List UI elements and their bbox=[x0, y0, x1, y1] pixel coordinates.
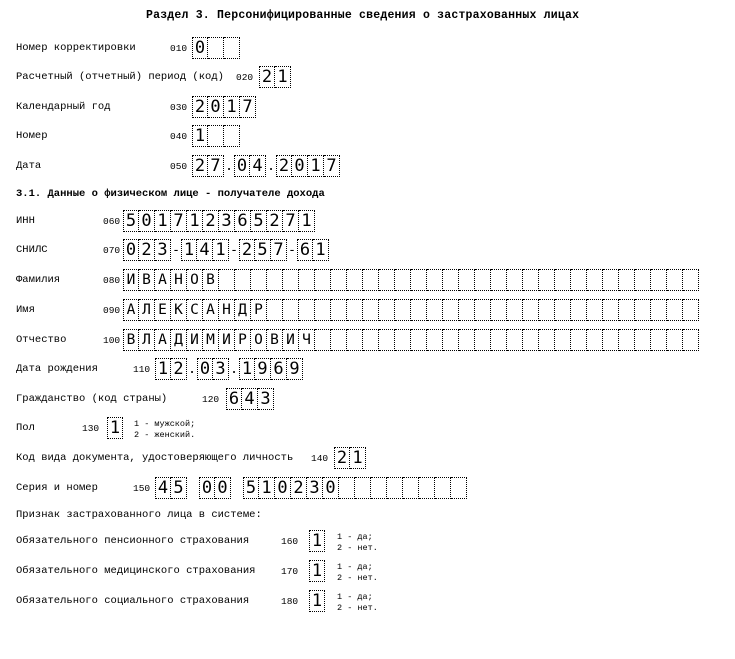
form-cell[interactable] bbox=[507, 329, 523, 351]
form-cell[interactable] bbox=[339, 477, 355, 499]
form-cell[interactable] bbox=[683, 269, 699, 291]
form-cell[interactable]: 1 bbox=[313, 239, 329, 261]
form-cell[interactable] bbox=[427, 299, 443, 321]
form-cell[interactable]: А bbox=[155, 329, 171, 351]
social-note-1: 1 - да; bbox=[337, 592, 373, 602]
form-cell[interactable] bbox=[315, 329, 331, 351]
form-cell[interactable] bbox=[571, 299, 587, 321]
form-cell[interactable]: 0 bbox=[323, 477, 339, 499]
form-cell[interactable]: 4 bbox=[250, 155, 266, 177]
snils-field[interactable] bbox=[123, 239, 329, 261]
form-cell[interactable]: 1 bbox=[224, 96, 240, 118]
patronymic-label: Отчество bbox=[16, 334, 67, 346]
cell-gap bbox=[231, 477, 243, 499]
form-cell[interactable] bbox=[491, 269, 507, 291]
form-cell[interactable]: 7 bbox=[324, 155, 340, 177]
form-cell[interactable] bbox=[587, 329, 603, 351]
form-cell[interactable]: 1 bbox=[192, 125, 208, 147]
form-cell[interactable] bbox=[315, 299, 331, 321]
form-cell[interactable]: 6 bbox=[235, 210, 251, 232]
number-code: 040 bbox=[170, 131, 188, 142]
form-cell[interactable] bbox=[427, 329, 443, 351]
form-cell[interactable] bbox=[523, 269, 539, 291]
form-cell[interactable]: В bbox=[203, 269, 219, 291]
form-cell[interactable] bbox=[208, 37, 224, 59]
pension-code: 160 bbox=[281, 536, 299, 547]
form-cell[interactable]: 1 bbox=[181, 239, 197, 261]
form-cell[interactable]: И bbox=[123, 269, 139, 291]
form-cell[interactable]: 1 bbox=[309, 590, 325, 612]
inn-field[interactable] bbox=[123, 210, 315, 232]
form-cell[interactable] bbox=[683, 329, 699, 351]
form-cell[interactable] bbox=[539, 329, 555, 351]
form-cell[interactable] bbox=[315, 269, 331, 291]
form-cell[interactable] bbox=[283, 299, 299, 321]
form-cell[interactable] bbox=[443, 269, 459, 291]
form-cell[interactable]: 6 bbox=[271, 358, 287, 380]
form-cell[interactable]: 3 bbox=[155, 239, 171, 261]
form-cell[interactable]: 1 bbox=[187, 210, 203, 232]
form-cell[interactable] bbox=[363, 329, 379, 351]
form-cell[interactable]: А bbox=[203, 299, 219, 321]
form-cell[interactable]: 2 bbox=[203, 210, 219, 232]
form-cell[interactable]: 5 bbox=[243, 477, 259, 499]
form-cell[interactable] bbox=[619, 329, 635, 351]
form-cell[interactable]: 5 bbox=[171, 477, 187, 499]
form-cell[interactable]: 1 bbox=[259, 477, 275, 499]
form-cell[interactable] bbox=[539, 299, 555, 321]
form-cell[interactable]: Л bbox=[139, 299, 155, 321]
form-cell[interactable]: В bbox=[123, 329, 139, 351]
form-cell[interactable] bbox=[331, 329, 347, 351]
insured-status-heading: Признак застрахованного лица в системе: bbox=[16, 509, 262, 521]
social-field[interactable] bbox=[309, 590, 325, 612]
form-cell[interactable] bbox=[427, 269, 443, 291]
form-cell[interactable]: 3 bbox=[307, 477, 323, 499]
date-label: Дата bbox=[16, 160, 42, 172]
form-cell[interactable]: 1 bbox=[155, 358, 171, 380]
surname-code: 080 bbox=[103, 275, 121, 286]
form-cell[interactable]: О bbox=[251, 329, 267, 351]
form-cell[interactable]: 0 bbox=[192, 37, 208, 59]
form-cell[interactable]: 6 bbox=[226, 388, 242, 410]
form-cell[interactable]: Н bbox=[219, 299, 235, 321]
citizenship-label: Гражданство (код страны) bbox=[16, 393, 168, 405]
form-cell[interactable] bbox=[475, 329, 491, 351]
form-cell[interactable]: 2 bbox=[276, 155, 292, 177]
form-cell[interactable] bbox=[475, 269, 491, 291]
form-cell[interactable] bbox=[267, 269, 283, 291]
form-cell[interactable]: 0 bbox=[123, 239, 139, 261]
form-cell[interactable] bbox=[224, 37, 240, 59]
social-code: 180 bbox=[281, 596, 299, 607]
birth-date-label: Дата рождения bbox=[16, 363, 98, 375]
form-cell[interactable]: 2 bbox=[192, 96, 208, 118]
form-cell[interactable] bbox=[635, 329, 651, 351]
pension-note-2: 2 - нет. bbox=[337, 543, 378, 553]
form-cell[interactable] bbox=[635, 299, 651, 321]
form-cell[interactable]: И bbox=[187, 329, 203, 351]
form-cell[interactable]: 2 bbox=[192, 155, 208, 177]
correction-field[interactable] bbox=[192, 37, 240, 59]
medical-note-2: 2 - нет. bbox=[337, 573, 378, 583]
form-cell[interactable] bbox=[555, 299, 571, 321]
form-cell[interactable] bbox=[355, 477, 371, 499]
form-cell[interactable] bbox=[459, 329, 475, 351]
form-cell[interactable]: М bbox=[203, 329, 219, 351]
form-cell[interactable] bbox=[347, 299, 363, 321]
period-code: 020 bbox=[236, 72, 254, 83]
form-cell[interactable]: А bbox=[123, 299, 139, 321]
form-cell[interactable]: 2 bbox=[239, 239, 255, 261]
form-cell[interactable] bbox=[619, 269, 635, 291]
form-cell[interactable]: К bbox=[171, 299, 187, 321]
snils-label: СНИЛС bbox=[16, 244, 48, 256]
form-cell[interactable] bbox=[395, 329, 411, 351]
form-cell[interactable]: Л bbox=[139, 329, 155, 351]
page-title: Раздел 3. Персонифицированные сведения о застрахованных лицах bbox=[146, 9, 580, 22]
form-cell[interactable] bbox=[555, 269, 571, 291]
form-cell[interactable]: 1 bbox=[107, 417, 123, 439]
form-cell[interactable]: 1 bbox=[350, 447, 366, 469]
form-cell[interactable] bbox=[619, 299, 635, 321]
form-cell[interactable] bbox=[395, 299, 411, 321]
form-cell[interactable] bbox=[571, 269, 587, 291]
form-cell[interactable]: Ч bbox=[299, 329, 315, 351]
series-number-field[interactable] bbox=[155, 477, 467, 499]
form-cell[interactable] bbox=[363, 269, 379, 291]
form-cell[interactable]: 1 bbox=[309, 560, 325, 582]
cell-separator: . bbox=[188, 362, 196, 377]
form-cell[interactable]: 4 bbox=[155, 477, 171, 499]
form-cell[interactable] bbox=[539, 269, 555, 291]
form-cell[interactable]: 1 bbox=[308, 155, 324, 177]
form-cell[interactable] bbox=[523, 329, 539, 351]
year-code: 030 bbox=[170, 102, 188, 113]
birth-date-field[interactable] bbox=[155, 358, 303, 380]
date-code: 050 bbox=[170, 161, 188, 172]
form-cell[interactable]: 2 bbox=[334, 447, 350, 469]
form-cell[interactable] bbox=[347, 329, 363, 351]
form-cell[interactable]: В bbox=[267, 329, 283, 351]
gender-note-2: 2 - женский. bbox=[134, 430, 196, 440]
form-cell[interactable]: Н bbox=[171, 269, 187, 291]
form-cell[interactable] bbox=[371, 477, 387, 499]
period-label: Расчетный (отчетный) период (код) bbox=[16, 71, 224, 83]
form-cell[interactable] bbox=[451, 477, 467, 499]
form-cell[interactable] bbox=[299, 299, 315, 321]
form-cell[interactable]: 1 bbox=[299, 210, 315, 232]
form-cell[interactable] bbox=[403, 477, 419, 499]
form-cell[interactable] bbox=[379, 329, 395, 351]
correction-label: Номер корректировки bbox=[16, 42, 136, 54]
form-cell[interactable] bbox=[651, 329, 667, 351]
form-cell[interactable] bbox=[491, 299, 507, 321]
gender-field[interactable] bbox=[107, 417, 123, 439]
cell-separator: . bbox=[230, 362, 238, 377]
form-cell[interactable] bbox=[419, 477, 435, 499]
number-field[interactable] bbox=[192, 125, 240, 147]
gender-code: 130 bbox=[82, 423, 100, 434]
form-cell[interactable]: 0 bbox=[275, 477, 291, 499]
medical-label: Обязательного медицинского страхования bbox=[16, 565, 256, 577]
form-cell[interactable] bbox=[667, 329, 683, 351]
form-cell[interactable]: 2 bbox=[139, 239, 155, 261]
form-cell[interactable] bbox=[651, 299, 667, 321]
doc-type-field[interactable] bbox=[334, 447, 366, 469]
form-cell[interactable] bbox=[587, 299, 603, 321]
form-cell[interactable] bbox=[347, 269, 363, 291]
form-cell[interactable]: 3 bbox=[213, 358, 229, 380]
form-cell[interactable] bbox=[459, 269, 475, 291]
cell-gap bbox=[187, 477, 199, 499]
form-cell[interactable] bbox=[379, 269, 395, 291]
form-cell[interactable]: О bbox=[187, 269, 203, 291]
form-cell[interactable] bbox=[331, 299, 347, 321]
citizenship-code: 120 bbox=[202, 394, 220, 405]
form-cell[interactable]: 7 bbox=[271, 239, 287, 261]
form-cell[interactable] bbox=[603, 329, 619, 351]
birth-date-code: 110 bbox=[133, 364, 151, 375]
form-cell[interactable] bbox=[411, 299, 427, 321]
first-name-label: Имя bbox=[16, 304, 35, 316]
surname-label: Фамилия bbox=[16, 274, 61, 286]
patronymic-field[interactable] bbox=[123, 329, 699, 351]
form-cell[interactable] bbox=[667, 269, 683, 291]
form-cell[interactable] bbox=[219, 269, 235, 291]
form-cell[interactable] bbox=[603, 299, 619, 321]
form-cell[interactable] bbox=[459, 299, 475, 321]
form-cell[interactable]: 0 bbox=[199, 477, 215, 499]
form-cell[interactable]: И bbox=[219, 329, 235, 351]
correction-code: 010 bbox=[170, 43, 188, 54]
form-cell[interactable] bbox=[587, 269, 603, 291]
cell-separator: - bbox=[230, 243, 238, 258]
social-label: Обязательного социального страхования bbox=[16, 595, 250, 607]
form-cell[interactable] bbox=[283, 269, 299, 291]
form-cell[interactable]: 5 bbox=[251, 210, 267, 232]
form-cell[interactable]: 2 bbox=[259, 66, 275, 88]
doc-type-label: Код вида документа, удостоверяющего личность bbox=[16, 452, 294, 464]
form-cell[interactable]: 1 bbox=[239, 358, 255, 380]
form-cell[interactable] bbox=[395, 269, 411, 291]
form-cell[interactable] bbox=[363, 299, 379, 321]
form-cell[interactable]: 4 bbox=[242, 388, 258, 410]
form-cell[interactable]: 9 bbox=[287, 358, 303, 380]
form-cell[interactable]: 0 bbox=[208, 96, 224, 118]
form-cell[interactable]: 1 bbox=[275, 66, 291, 88]
form-cell[interactable]: 2 bbox=[291, 477, 307, 499]
first-name-code: 090 bbox=[103, 305, 121, 316]
form-cell[interactable]: 0 bbox=[292, 155, 308, 177]
form-cell[interactable]: 3 bbox=[258, 388, 274, 410]
form-cell[interactable]: 1 bbox=[213, 239, 229, 261]
form-cell[interactable] bbox=[667, 299, 683, 321]
citizenship-field[interactable] bbox=[226, 388, 274, 410]
form-cell[interactable]: Р bbox=[235, 329, 251, 351]
form-cell[interactable]: 7 bbox=[208, 155, 224, 177]
cell-separator: - bbox=[288, 243, 296, 258]
form-cell[interactable]: 1 bbox=[155, 210, 171, 232]
form-cell[interactable]: Д bbox=[171, 329, 187, 351]
date-field[interactable] bbox=[192, 155, 340, 177]
form-cell[interactable] bbox=[475, 299, 491, 321]
form-cell[interactable]: С bbox=[187, 299, 203, 321]
series-number-label: Серия и номер bbox=[16, 482, 98, 494]
form-cell[interactable]: 3 bbox=[219, 210, 235, 232]
form-cell[interactable]: 9 bbox=[255, 358, 271, 380]
form-cell[interactable] bbox=[571, 329, 587, 351]
form-cell[interactable] bbox=[208, 125, 224, 147]
snils-code: 070 bbox=[103, 245, 121, 256]
form-cell[interactable] bbox=[443, 329, 459, 351]
form-cell[interactable] bbox=[507, 299, 523, 321]
form-cell[interactable] bbox=[635, 269, 651, 291]
form-cell[interactable] bbox=[683, 299, 699, 321]
series-number-code: 150 bbox=[133, 483, 151, 494]
form-cell[interactable] bbox=[411, 329, 427, 351]
form-cell[interactable]: 0 bbox=[215, 477, 231, 499]
form-cell[interactable] bbox=[443, 299, 459, 321]
medical-code: 170 bbox=[281, 566, 299, 577]
medical-note-1: 1 - да; bbox=[337, 562, 373, 572]
surname-field[interactable] bbox=[123, 269, 699, 291]
medical-field[interactable] bbox=[309, 560, 325, 582]
form-cell[interactable]: 7 bbox=[171, 210, 187, 232]
form-cell[interactable]: Е bbox=[155, 299, 171, 321]
pension-note-1: 1 - да; bbox=[337, 532, 373, 542]
period-field[interactable] bbox=[259, 66, 291, 88]
form-cell[interactable]: 0 bbox=[139, 210, 155, 232]
doc-type-code: 140 bbox=[311, 453, 329, 464]
form-cell[interactable] bbox=[331, 269, 347, 291]
form-cell[interactable]: 2 bbox=[267, 210, 283, 232]
form-cell[interactable] bbox=[603, 269, 619, 291]
first-name-field[interactable] bbox=[123, 299, 699, 321]
form-cell[interactable]: 1 bbox=[309, 530, 325, 552]
form-cell[interactable] bbox=[299, 269, 315, 291]
form-cell[interactable]: А bbox=[155, 269, 171, 291]
form-cell[interactable]: 2 bbox=[171, 358, 187, 380]
form-cell[interactable] bbox=[555, 329, 571, 351]
form-cell[interactable] bbox=[411, 269, 427, 291]
form-cell[interactable]: 7 bbox=[240, 96, 256, 118]
form-cell[interactable]: 6 bbox=[297, 239, 313, 261]
form-cell[interactable]: Р bbox=[251, 299, 267, 321]
form-cell[interactable] bbox=[224, 125, 240, 147]
cell-separator: . bbox=[225, 159, 233, 174]
form-cell[interactable] bbox=[387, 477, 403, 499]
year-field[interactable] bbox=[192, 96, 256, 118]
cell-separator: - bbox=[172, 243, 180, 258]
form-cell[interactable] bbox=[235, 269, 251, 291]
form-cell[interactable] bbox=[491, 329, 507, 351]
form-cell[interactable]: 5 bbox=[123, 210, 139, 232]
patronymic-code: 100 bbox=[103, 335, 121, 346]
form-cell[interactable]: В bbox=[139, 269, 155, 291]
gender-label: Пол bbox=[16, 422, 35, 434]
form-cell[interactable]: Д bbox=[235, 299, 251, 321]
form-cell[interactable] bbox=[251, 269, 267, 291]
form-cell[interactable] bbox=[267, 299, 283, 321]
form-cell[interactable] bbox=[651, 269, 667, 291]
form-cell[interactable]: 4 bbox=[197, 239, 213, 261]
form-cell[interactable]: 5 bbox=[255, 239, 271, 261]
form-cell[interactable]: И bbox=[283, 329, 299, 351]
form-cell[interactable]: 0 bbox=[197, 358, 213, 380]
form-cell[interactable]: 7 bbox=[283, 210, 299, 232]
section-3-1-heading: 3.1. Данные о физическом лице - получателе дохода bbox=[16, 188, 325, 200]
cell-separator: . bbox=[267, 159, 275, 174]
social-note-2: 2 - нет. bbox=[337, 603, 378, 613]
gender-note-1: 1 - мужской; bbox=[134, 419, 196, 429]
number-label: Номер bbox=[16, 130, 48, 142]
form-cell[interactable] bbox=[379, 299, 395, 321]
inn-code: 060 bbox=[103, 216, 121, 227]
form-cell[interactable] bbox=[523, 299, 539, 321]
form-cell[interactable]: 0 bbox=[234, 155, 250, 177]
year-label: Календарный год bbox=[16, 101, 111, 113]
form-cell[interactable] bbox=[507, 269, 523, 291]
inn-label: ИНН bbox=[16, 215, 35, 227]
form-cell[interactable] bbox=[435, 477, 451, 499]
pension-label: Обязательного пенсионного страхования bbox=[16, 535, 250, 547]
pension-field[interactable] bbox=[309, 530, 325, 552]
